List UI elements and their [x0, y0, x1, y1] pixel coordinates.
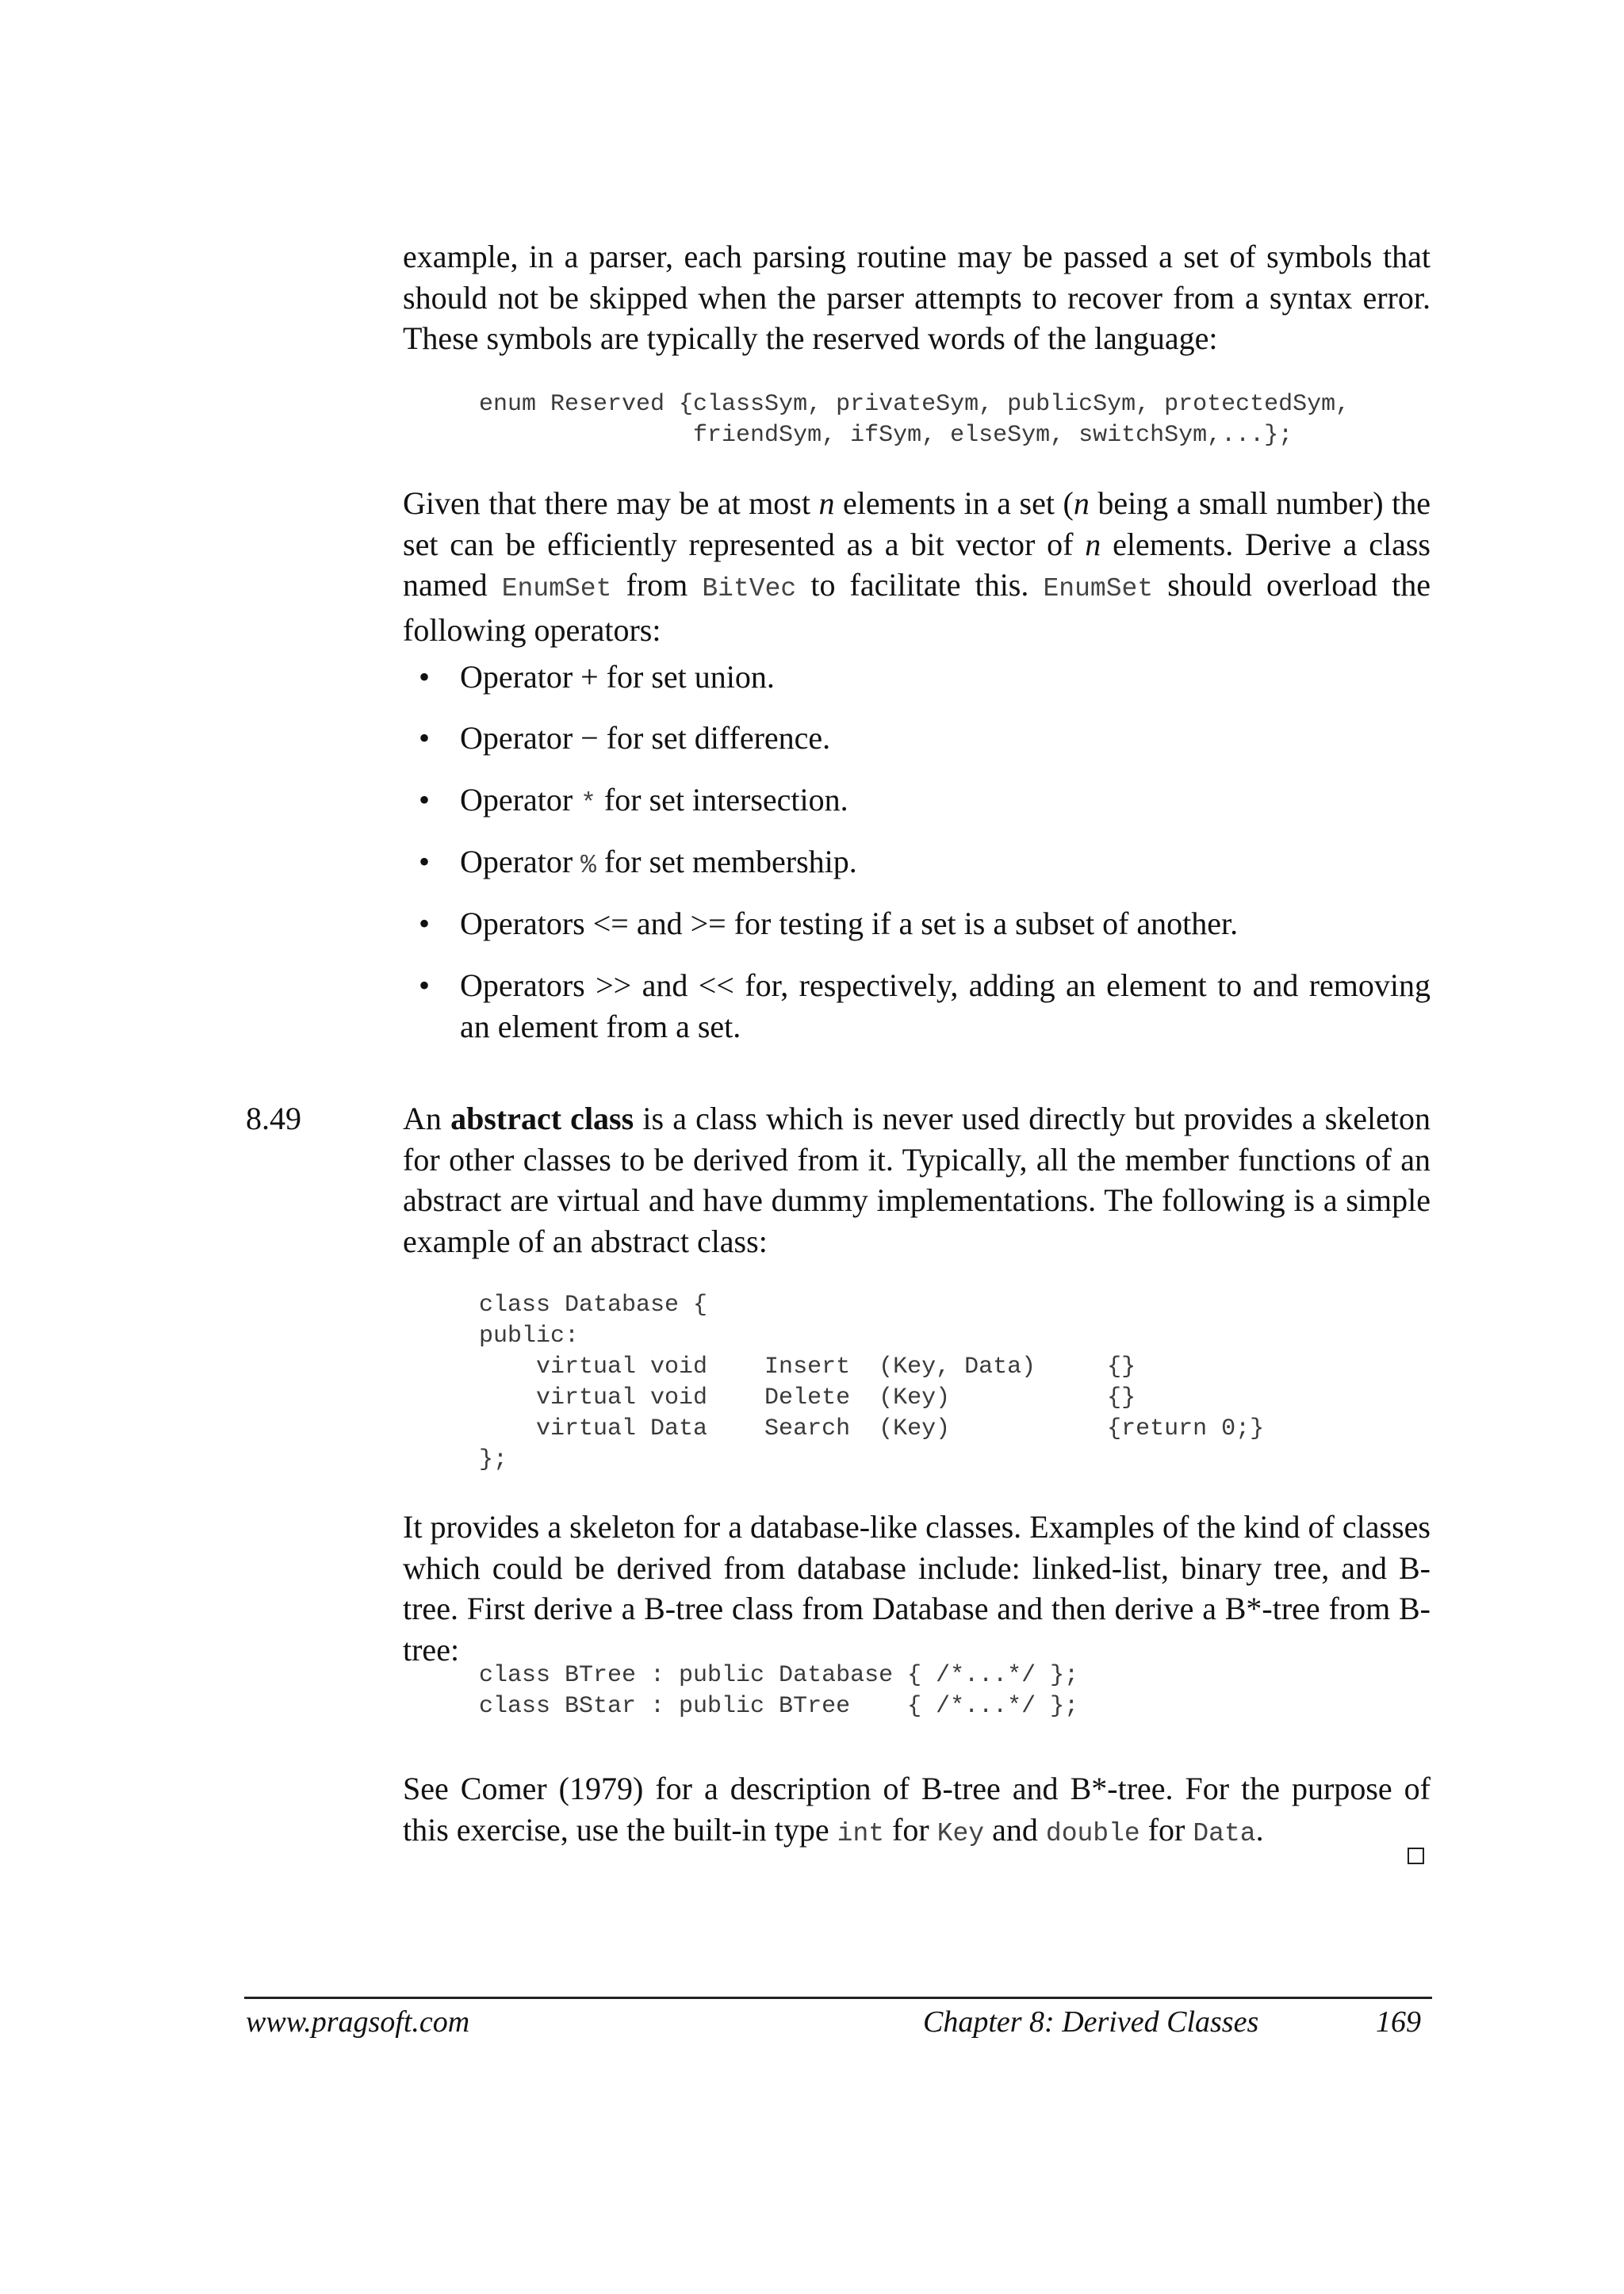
- enumset-text-3: being a small number) the set can be efficiently represented as a bit vector of: [403, 485, 1431, 562]
- code-btree-classes: class BTree : public Database { /*...*/ }; class BStar : public BTree { /*...*/ };: [479, 1662, 1079, 1720]
- list-item: [403, 657, 1431, 698]
- bullet-text: Operator: [460, 659, 581, 695]
- operator-symbol: <= and >=: [592, 906, 726, 941]
- operator-symbol: +: [580, 659, 599, 695]
- comer-paragraph: [403, 1768, 1431, 1854]
- code-database-class: class Database { public: virtual void Insert (Key, Data) {} virtual void Delete (Key) {} virtual Data Search (Key) {return 0;} };: [479, 1292, 1265, 1473]
- bullet-text: Operator: [460, 782, 581, 818]
- var-n: n: [1073, 485, 1090, 521]
- list-item: [403, 841, 1431, 887]
- footer-chapter: Chapter 8: Derived Classes: [923, 2005, 1259, 2039]
- list-item: [403, 779, 1431, 825]
- enumset-text-1: Given that there may be at most: [403, 485, 819, 521]
- comer-text-2: for: [884, 1811, 937, 1848]
- code-key: Key: [936, 1818, 985, 1848]
- bullet-text: for set union.: [598, 659, 775, 695]
- bullet-marker: •: [419, 906, 431, 941]
- enumset-text-5: from: [611, 567, 703, 603]
- bullet-text: for testing if a set is a subset of another.: [726, 906, 1239, 941]
- footer-website: www.pragsoft.com: [246, 2005, 470, 2039]
- bullet-marker: •: [419, 967, 431, 1003]
- var-n: n: [1085, 526, 1101, 562]
- comer-text-4: for: [1139, 1811, 1193, 1848]
- operator-symbol: *: [580, 789, 596, 818]
- end-of-section-box-icon: [1408, 1848, 1424, 1864]
- bullet-marker: •: [419, 844, 431, 879]
- list-item: [403, 718, 1431, 759]
- enumset-text-4: elements. Derive a class named: [403, 526, 1431, 603]
- list-item: [403, 903, 1431, 944]
- bullet-marker: •: [419, 720, 431, 756]
- exercise-text-1: An: [403, 1101, 451, 1136]
- intro-paragraph: [403, 236, 1431, 359]
- code-int: int: [837, 1818, 885, 1848]
- comer-text-3: and: [984, 1811, 1046, 1848]
- list-item: [403, 965, 1431, 1047]
- enumset-paragraph: [403, 483, 1431, 650]
- skeleton-text: It provides a skeleton for a database-like classes. Examples of the kind of classes which could be derived from database include: linked-list, binary tree, and B-tree. First derive a B-tree class from Database and then derive a B*-tree from B-tree:: [403, 1509, 1431, 1668]
- code-enumset: EnumSet: [501, 574, 612, 603]
- bullet-text: for set difference.: [598, 720, 831, 756]
- bullet-text: Operator: [460, 844, 581, 879]
- footer-rule: [244, 1997, 1432, 1999]
- exercise-text-2: is a class which is never used directly but provides a skeleton for other classes to be derived from it. Typically, all the member functions of an abstract are virtual and have dummy implementations. The following is a simple example of an abstract class:: [403, 1101, 1431, 1259]
- exercise-number: 8.49: [246, 1101, 301, 1136]
- code-double: double: [1045, 1818, 1140, 1848]
- bullet-text: for, respectively, adding an element to and removing an element from a set.: [460, 967, 1431, 1044]
- bullet-text: for set intersection.: [596, 782, 848, 818]
- intro-text: example, in a parser, each parsing routine may be passed a set of symbols that should not be skipped when the parser attempts to recover from a syntax error. These symbols are typically the reserved words of the language:: [403, 239, 1431, 356]
- comer-text-5: .: [1255, 1811, 1264, 1848]
- bullet-text: Operator: [460, 720, 581, 756]
- enumset-text-2: elements in a set (: [834, 485, 1074, 521]
- enumset-text-7: should overload the following operators:: [403, 567, 1431, 648]
- skeleton-paragraph: [403, 1507, 1431, 1670]
- footer-page-number: 169: [1376, 2005, 1421, 2039]
- code-enum-reserved: enum Reserved {classSym, privateSym, publicSym, protectedSym, friendSym, ifSym, elseSym, switchSym,...};: [479, 391, 1350, 449]
- var-n: n: [818, 485, 835, 521]
- code-data: Data: [1193, 1818, 1256, 1848]
- bullet-marker: •: [419, 659, 431, 695]
- operator-symbol: %: [580, 851, 596, 880]
- exercise-term: abstract class: [450, 1101, 634, 1136]
- enumset-text-6: to facilitate this.: [796, 567, 1044, 603]
- bullet-text: Operators: [460, 967, 596, 1003]
- bullet-text: Operators: [460, 906, 593, 941]
- operator-symbol: −: [580, 720, 599, 756]
- bullet-marker: •: [419, 782, 431, 818]
- comer-text-1: See Comer (1979) for a description of B-tree and B*-tree. For the purpose of this exercise, use the built-in type: [403, 1771, 1431, 1848]
- code-enumset: EnumSet: [1043, 574, 1154, 603]
- code-bitvec: BitVec: [702, 574, 797, 603]
- bullet-text: for set membership.: [596, 844, 857, 879]
- exercise-paragraph: [403, 1098, 1431, 1262]
- operator-symbol: >> and <<: [596, 967, 734, 1003]
